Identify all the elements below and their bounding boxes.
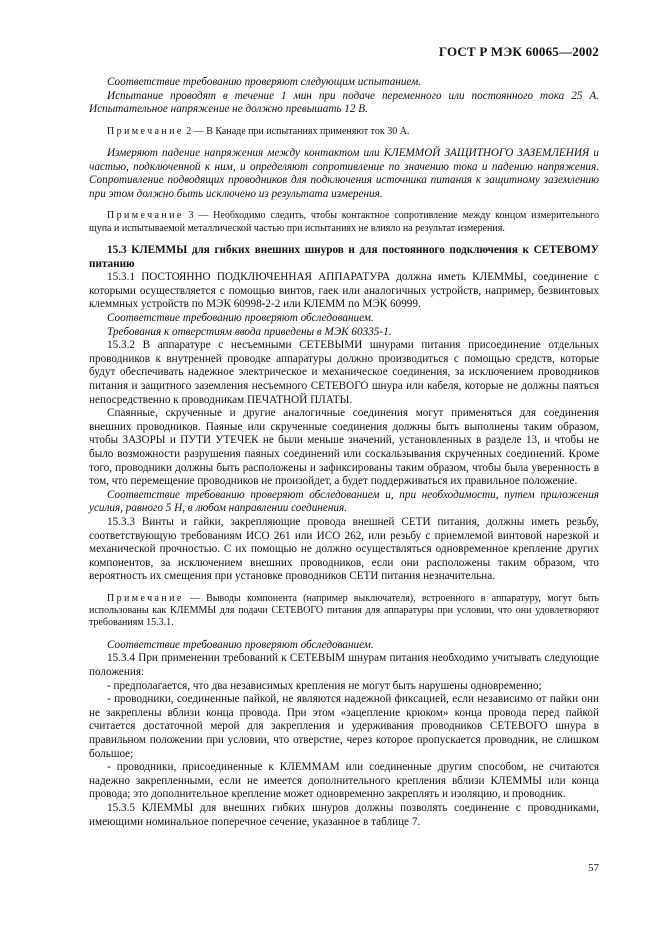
list-item: - проводники, соединенные пайкой, не являются надежной фиксацией, если независимо от пайки они не закреплены вблизи конца провода. При этом «зацепление крюком» конца провода перед пайкой считается достаточной мерой для закрепления и удерживания проводников СЕТЕВОГО шнура в правильном положении при условии, что отверстие, через которое пропускается проводник, не слишком большое; [89, 693, 599, 760]
paragraph: Соответствие требованию проверяют обследованием. [107, 638, 374, 651]
list-item: - проводники, присоединенные к КЛЕММАМ или соединенные другим способом, не считаются надежно закрепленными, если не имеется дополнительного крепления вблизи КЛЕММЫ или конца провода; это дополнительное крепление может одновременно закреплять и изоляцию, и проводник. [89, 761, 599, 801]
note-2 [89, 126, 599, 138]
paragraph: 15.3.4 При применении требований к СЕТЕВЫМ шнурам питания необходимо учитывать следующие положения: [89, 652, 599, 678]
page-header: ГОСТ Р МЭК 60065—2002 [438, 44, 599, 59]
note-text: 2 — В Канаде при испытаниях применяют ток 30 А. [183, 125, 410, 137]
page-number: 57 [588, 862, 599, 874]
paragraph: Спаянные, скрученные и другие аналогичные соединения могут применяться для соединения внешних проводников. Паяные или скрученные соединения должны быть выполнены таким образом, чтобы ЗАЗОРЫ и ПУТИ УТЕЧЕК не были меньше значений, установленных в разделе 13, и чтобы не было возможности разрушения паяных соединений или соскальзывания скрученных соединений. Кроме того, проводники должны быть расположены и зафиксированы таким образом, чтобы была уверенность в том, что перемещение проводников не произойдет, а будет поддерживаться их правильное положение. [89, 407, 599, 488]
page-content [89, 76, 599, 829]
note-text: 3 — Необходимо следить, чтобы контактное сопротивление между концом измерительного щупа и испытываемой металлической частью при испытаниях не влияло на результат измерения. [89, 210, 599, 234]
paragraph: Соответствие требованию проверяют обследованием. [107, 312, 374, 325]
paragraph: Соответствие требованию проверяют следующим испытанием. [107, 76, 422, 88]
note-3 [89, 210, 599, 235]
paragraph: 15.3.1 ПОСТОЯННО ПОДКЛЮЧЕННАЯ АППАРАТУРА должна иметь КЛЕММЫ, соединение с которыми осуществляется с помощью винтов, гаек или аналогичных устройств, например, безвинтовых клеммных устройств по МЭК 60998-2-2 или КЛЕММ по МЭК 60999. [89, 271, 599, 311]
list-item: - предполагается, что два независимых крепления не могут быть нарушены одновременно; [107, 679, 542, 692]
paragraph: 15.3.2 В аппаратуре с несъемными СЕТЕВЫМИ шнурами питания присоединение отдельных проводников к внутренней проводке аппаратуры должно производиться с помощью средств, которые будут обеспечивать надежное электрическое и механическое соединения, за исключением проводников питания и защитного заземления несъемного СЕТЕВОГО шнура или кабеля, которые не должны паяться непосредственно к проводникам ПЕЧАТНОЙ ПЛАТЫ. [89, 339, 599, 406]
paragraph: 15.3.3 Винты и гайки, закрепляющие провода внешней СЕТИ питания, должны иметь резьбу, соответствующую требованиям ИСО 261 или ИСО 262, или резьбу с приемлемой винтовой нарезкой и механической прочностью. С их помощью не должно осуществляться одновременное крепление других компонентов, за исключением внешних проводников, если они расположены таким образом, что вероятность их смещения при установке проводников СЕТИ питания незначительна. [89, 515, 599, 583]
paragraph: Измеряют падение напряжения между контактом или КЛЕММОЙ ЗАЩИТНОГО ЗАЗЕМЛЕНИЯ и частью, подключенной к ним, и определяют сопротивление по значению тока и падению напряжения. Сопротивление подводящих проводников для подключения источника питания к защитному заземлению при этом должно быть исключено из результата измерения. [89, 147, 599, 200]
paragraph: Требования к отверстиям ввода приведены в МЭК 60335-1. [107, 325, 392, 338]
note-label: Примечание [107, 210, 184, 222]
note-label: Примечание [107, 125, 184, 137]
note-4 [89, 593, 599, 630]
paragraph: 15.3.5 КЛЕММЫ для внешних гибких шнуров должны позволять соединение с проводниками, имеющими номинальное поперечное сечение, указанное в таблице 7. [89, 801, 599, 828]
note-label: Примечание [107, 592, 184, 604]
note-text: — Выводы компонента (например выключателя), встроенного в аппаратуру, могут быть использованы как КЛЕММЫ для подачи СЕТЕВОГО питания для аппаратуры при условии, что они удовлетворяют требованиям 15.3.1. [89, 592, 599, 629]
paragraph: Испытание проводят в течение 1 мин при подаче переменного или постоянного тока 25 А. Испытательное напряжение не должно превышать 12 В. [89, 89, 599, 116]
section-heading: 15.3 КЛЕММЫ для гибких внешних шнуров и для постоянного подключения к СЕТЕВОМУ питанию [89, 244, 599, 270]
paragraph: Соответствие требованию проверяют обследованием и, при необходимости, путем приложения усилия, равного 5 Н, в любом направлении соединения. [89, 488, 599, 515]
